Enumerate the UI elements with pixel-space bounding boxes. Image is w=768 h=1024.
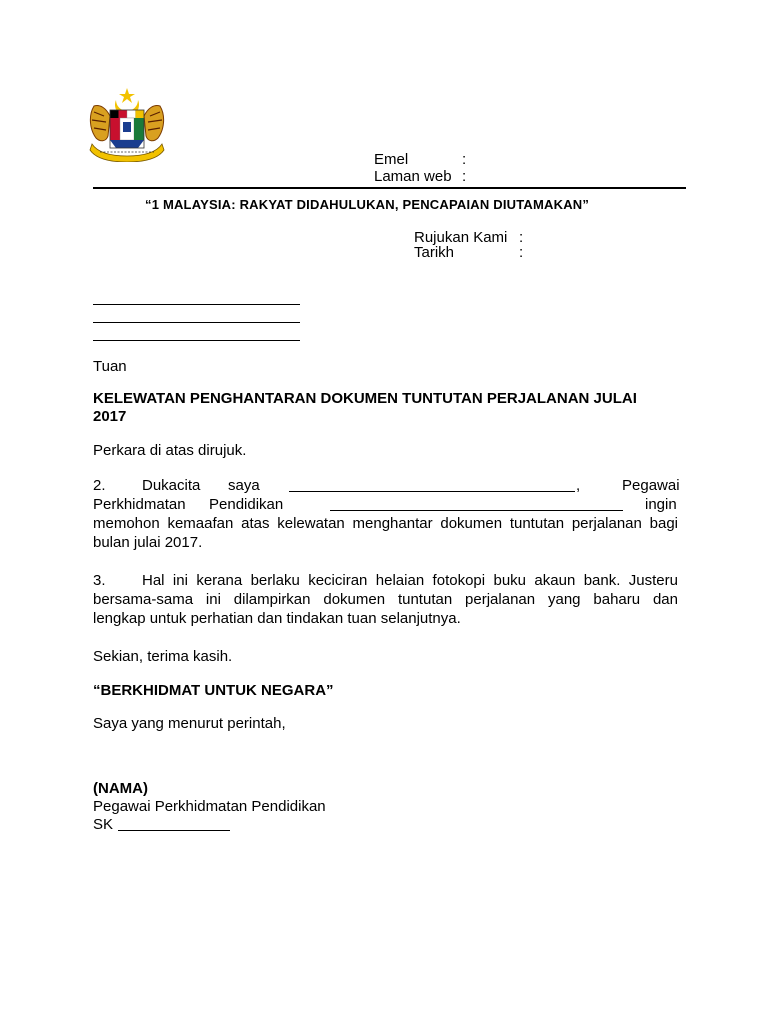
para2-comma: , (576, 477, 581, 494)
email-label: Emel (374, 151, 409, 168)
national-motto: “1 MALAYSIA: RAKYAT DIDAHULUKAN, PENCAPAIAN DIUTAMAKAN” (145, 197, 590, 212)
recipient-address-line (93, 322, 300, 323)
salutation: Tuan (93, 358, 127, 375)
slogan: “BERKHIDMAT UNTUK NEGARA” (93, 682, 334, 699)
subject-year: 2017 (93, 408, 127, 425)
school-prefix: SK (93, 816, 114, 833)
para2-number: 2. (93, 477, 106, 494)
para2-word: Pendidikan (209, 496, 284, 513)
intro-text: Perkara di atas dirujuk. (93, 442, 247, 459)
signatory-position: Pegawai Perkhidmatan Pendidikan (93, 798, 326, 815)
para2-line: bulan julai 2017. (93, 534, 203, 551)
recipient-address-line (93, 304, 300, 305)
website-label: Laman web (374, 168, 452, 185)
email-colon: : (462, 151, 467, 168)
website-colon: : (462, 168, 467, 185)
subject-line: KELEWATAN PENGHANTARAN DOKUMEN TUNTUTAN PERJALANAN JULAI (93, 390, 637, 407)
teacher-name-blank (289, 491, 575, 492)
date-label: Tarikh (414, 244, 455, 261)
para3-line: Hal ini kerana berlaku keciciran helaian fotokopi buku akaun bank. Justeru (142, 572, 678, 589)
closing-text: Sekian, terima kasih. (93, 648, 233, 665)
para3-line: bersama-sama ini dilampirkan dokumen tuntutan perjalanan yang baharu dan (93, 591, 678, 608)
para2-word: saya (228, 477, 260, 494)
malaysia-coat-of-arms-icon (86, 86, 168, 162)
our-reference-label: Rujukan Kami (414, 229, 508, 246)
signatory-name: (NAMA) (93, 780, 148, 797)
header-divider (93, 187, 686, 189)
para2-word: Perkhidmatan (93, 496, 186, 513)
recipient-address-line (93, 340, 300, 341)
para3-number: 3. (93, 572, 106, 589)
our-reference-colon: : (519, 229, 524, 246)
date-colon: : (519, 244, 524, 261)
para2-word: Dukacita (142, 477, 201, 494)
teacher-grade-blank (330, 510, 623, 511)
school-name-blank (118, 830, 230, 831)
para2-word: Pegawai (622, 477, 680, 494)
sign-off: Saya yang menurut perintah, (93, 715, 286, 732)
para2-word: ingin (645, 496, 677, 513)
para2-line: memohon kemaafan atas kelewatan menghantar dokumen tuntutan perjalanan bagi (93, 515, 678, 532)
para3-line: lengkap untuk perhatian dan tindakan tuan selanjutnya. (93, 610, 461, 627)
